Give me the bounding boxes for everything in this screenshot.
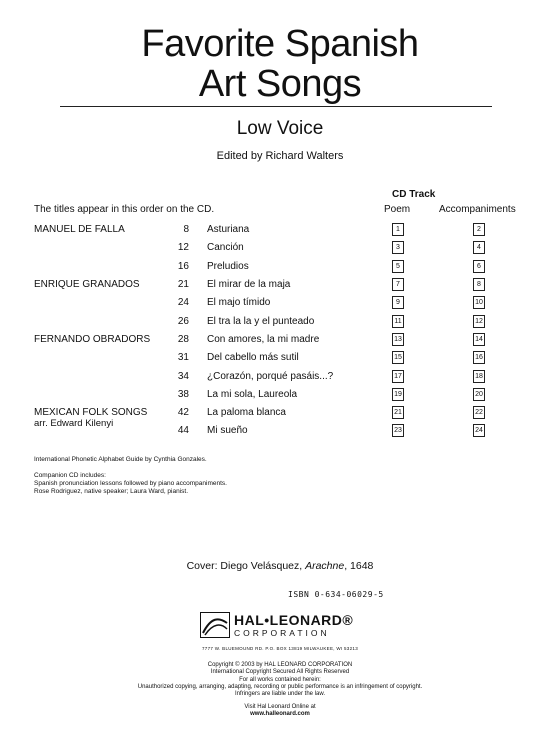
song-title: ¿Corazón, porqué pasáis...? [207, 371, 334, 382]
for-all-works: For all works contained herein: [239, 677, 321, 683]
song-title: La mi sola, Laureola [207, 389, 298, 400]
cover-suffix: , 1648 [344, 560, 374, 572]
accompaniment-track-box: 14 [473, 333, 485, 346]
song-row [0, 389, 560, 407]
page-number: 8 [183, 224, 189, 235]
companion-line-2: Rose Rodriguez, native speaker; Laura Ward, pianist. [34, 488, 189, 495]
composer-name: MANUEL DE FALLA [34, 224, 125, 235]
accompaniment-track-box: 16 [473, 351, 485, 364]
song-row [0, 352, 560, 370]
accompaniment-track-box: 6 [473, 260, 485, 273]
cd-track-heading: CD Track [392, 189, 436, 200]
poem-track-box: 13 [392, 333, 404, 346]
poem-track-box: 19 [392, 388, 404, 401]
editor-credit: Edited by Richard Walters [216, 150, 344, 162]
publisher-name: HAL•LEONARD® [234, 612, 354, 628]
song-title: Mi sueño [207, 425, 248, 436]
accompaniment-track-box: 8 [473, 278, 485, 291]
song-row [0, 371, 560, 389]
page-number: 42 [177, 407, 189, 418]
ipa-credit: International Phonetic Alphabet Guide by Cynthia Gonzales. [34, 456, 207, 463]
cover-work: Arachne [305, 560, 345, 572]
composer-name: ENRIQUE GRANADOS [34, 279, 140, 290]
composer-name: MEXICAN FOLK SONGS [34, 407, 148, 418]
poem-column-header: Poem [384, 204, 411, 215]
composer-arranger: arr. Edward Kilenyi [34, 418, 114, 429]
page-number: 26 [177, 316, 189, 327]
poem-track-box: 9 [392, 296, 404, 309]
poem-track-box: 15 [392, 351, 404, 364]
accompaniment-track-box: 10 [473, 296, 485, 309]
cover-credit [0, 560, 560, 572]
song-row [0, 261, 560, 279]
song-title: La paloma blanca [207, 407, 286, 418]
song-row [0, 297, 560, 315]
logo-emblem-icon [200, 612, 230, 638]
accompaniment-track-box: 2 [473, 223, 485, 236]
publisher-address: 7777 W. BLUEMOUND RD. P.O. BOX 13819 MILWAUKEE, WI 53213 [201, 646, 359, 651]
poem-track-box: 7 [392, 278, 404, 291]
poem-track-box: 23 [392, 424, 404, 437]
song-title: Asturiana [207, 224, 250, 235]
hal-leonard-logo [200, 608, 368, 642]
song-row [0, 407, 560, 429]
accompaniment-track-box: 18 [473, 370, 485, 383]
poem-track-box: 3 [392, 241, 404, 254]
song-title: Preludios [207, 261, 249, 272]
song-row [0, 334, 560, 352]
poem-track-box: 1 [392, 223, 404, 236]
song-row [0, 242, 560, 260]
song-row [0, 279, 560, 297]
page-number: 28 [177, 334, 189, 345]
accompaniments-column-header: Accompaniments [439, 204, 516, 215]
song-title: Con amores, la mi madre [207, 334, 320, 345]
unauthorized-notice: Unauthorized copying, arranging, adapting, recording or public performance is an infringement of copyright. [137, 684, 423, 690]
poem-track-box: 5 [392, 260, 404, 273]
song-title: Canción [207, 242, 244, 253]
website-link[interactable]: www.halleonard.com [250, 711, 310, 717]
song-title: El majo tímido [207, 297, 271, 308]
title-line-1: Favorite Spanish [141, 23, 419, 65]
title-divider [60, 106, 492, 107]
composer-name: FERNANDO OBRADORS [34, 334, 151, 345]
page-number: 31 [177, 352, 189, 363]
accompaniment-track-box: 4 [473, 241, 485, 254]
accompaniment-track-box: 20 [473, 388, 485, 401]
song-row [0, 425, 560, 443]
isbn: ISBN 0-634-06029-5 [288, 590, 384, 599]
poem-track-box: 11 [392, 315, 404, 328]
companion-heading: Companion CD includes: [34, 472, 106, 479]
copyright-secured: International Copyright Secured All Rights Reserved [210, 669, 350, 675]
companion-line-1: Spanish pronunciation lessons followed by piano accompaniments. [34, 480, 227, 487]
publisher-corp: CORPORATION [234, 628, 330, 638]
page-number: 44 [177, 425, 189, 436]
accompaniment-track-box: 12 [473, 315, 485, 328]
poem-track-box: 17 [392, 370, 404, 383]
page-number: 24 [177, 297, 189, 308]
accompaniment-track-box: 22 [473, 406, 485, 419]
page-number: 16 [177, 261, 189, 272]
song-title: El tra la la y el punteado [207, 316, 315, 327]
page-number: 38 [177, 389, 189, 400]
page-number: 12 [177, 242, 189, 253]
page-number: 21 [177, 279, 189, 290]
song-title: El mirar de la maja [207, 279, 291, 290]
page-number: 34 [177, 371, 189, 382]
copyright-line: Copyright © 2003 by HAL LEONARD CORPORATION [207, 662, 353, 668]
visit-online: Visit Hal Leonard Online at [244, 704, 316, 710]
title-line-2: Art Songs [198, 63, 362, 105]
song-row [0, 316, 560, 334]
voice-type: Low Voice [236, 118, 324, 139]
table-intro: The titles appear in this order on the CD. [34, 204, 215, 215]
infringers-notice: Infringers are liable under the law. [234, 691, 326, 697]
accompaniment-track-box: 24 [473, 424, 485, 437]
song-title: Del cabello más sutil [207, 352, 299, 363]
cover-prefix: Cover: Diego Velásquez, [186, 560, 306, 572]
song-row [0, 224, 560, 242]
poem-track-box: 21 [392, 406, 404, 419]
